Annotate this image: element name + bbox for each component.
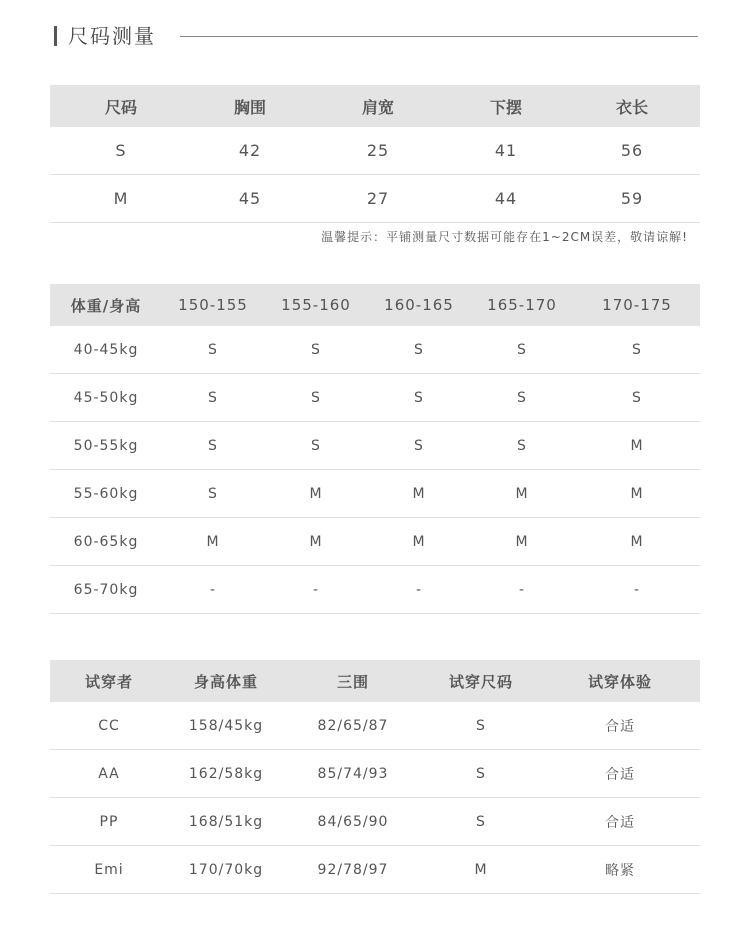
table-cell: 41 [448,127,564,175]
table-cell: S [162,326,264,374]
table-row [50,127,700,175]
table-header-row [50,660,700,702]
table-cell: S [264,374,368,422]
table-header-row [50,85,700,127]
table-cell: M [574,518,700,566]
table-row [50,326,700,374]
section-header [54,22,698,50]
table-cell: M [368,518,470,566]
table-header-row [50,284,700,326]
table-row [50,518,700,566]
header-height-range: 165-170 [470,284,574,326]
table-cell: S [264,326,368,374]
table-cell: M [162,518,264,566]
table-cell: CC [50,702,168,750]
fit-chart-table [50,284,700,614]
table-row [50,470,700,518]
header-measurements: 三围 [284,660,422,702]
table-cell: PP [50,798,168,846]
table-cell: S [162,470,264,518]
table-cell: - [162,566,264,614]
header-divider [180,36,698,37]
size-measurement-table [50,85,700,223]
table-row [50,846,700,894]
table-cell: - [368,566,470,614]
table-row [50,566,700,614]
table-cell: S [162,374,264,422]
header-height-range: 155-160 [264,284,368,326]
header-weight-height: 体重/身高 [50,284,162,326]
table-cell: 59 [564,175,700,223]
header-shoulder: 肩宽 [308,85,448,127]
table-cell: 45 [192,175,308,223]
table-cell: S [368,326,470,374]
table-cell: M [422,846,540,894]
section-title: 尺码测量 [68,24,156,48]
table-cell: 45-50kg [50,374,162,422]
table-row [50,422,700,470]
table-cell: 82/65/87 [284,702,422,750]
table-cell: 168/51kg [168,798,284,846]
header-tester: 试穿者 [50,660,168,702]
header-height-range: 170-175 [574,284,700,326]
table-cell: 162/58kg [168,750,284,798]
tryon-table [50,660,700,894]
table-cell: 42 [192,127,308,175]
table-cell: M [470,518,574,566]
table-cell: S [422,798,540,846]
measurement-note: 温馨提示：平铺测量尺寸数据可能存在1~2CM误差，敬请谅解! [321,230,688,244]
table-cell: S [162,422,264,470]
table-cell: 170/70kg [168,846,284,894]
table-cell: Emi [50,846,168,894]
table-cell: S [422,702,540,750]
header-length: 衣长 [564,85,700,127]
table-cell: 略紧 [540,846,700,894]
table-cell: - [470,566,574,614]
table-row [50,374,700,422]
table-cell: 40-45kg [50,326,162,374]
table-cell: 65-70kg [50,566,162,614]
header-height-range: 160-165 [368,284,470,326]
table-cell: M [264,518,368,566]
table-cell: S [422,750,540,798]
header-chest: 胸围 [192,85,308,127]
table-cell: - [574,566,700,614]
table-cell: 85/74/93 [284,750,422,798]
table-cell: S [470,422,574,470]
table-cell: M [264,470,368,518]
table-cell: S [470,374,574,422]
table-cell: 25 [308,127,448,175]
table-cell: 合适 [540,798,700,846]
table-cell: 55-60kg [50,470,162,518]
header-height-weight: 身高体重 [168,660,284,702]
header-height-range: 150-155 [162,284,264,326]
table-cell: S [368,422,470,470]
table-cell: 合适 [540,702,700,750]
table-cell: S [470,326,574,374]
table-cell: 合适 [540,750,700,798]
table-cell: S [574,374,700,422]
table-cell: M [368,470,470,518]
table-cell: S [50,127,192,175]
table-cell: M [470,470,574,518]
table-cell: 158/45kg [168,702,284,750]
table-cell: M [574,422,700,470]
table-cell: AA [50,750,168,798]
table-cell: S [368,374,470,422]
table-cell: 44 [448,175,564,223]
header-tryon-size: 试穿尺码 [422,660,540,702]
table-cell: 60-65kg [50,518,162,566]
table-row [50,702,700,750]
table-cell: 27 [308,175,448,223]
table-cell: 56 [564,127,700,175]
header-tryon-experience: 试穿体验 [540,660,700,702]
table-row [50,175,700,223]
table-cell: 50-55kg [50,422,162,470]
header-accent-bar [54,26,57,46]
table-cell: - [264,566,368,614]
table-row [50,750,700,798]
table-cell: M [50,175,192,223]
table-cell: S [574,326,700,374]
table-cell: 92/78/97 [284,846,422,894]
table-row [50,798,700,846]
table-cell: M [574,470,700,518]
header-hem: 下摆 [448,85,564,127]
table-cell: 84/65/90 [284,798,422,846]
table-cell: S [264,422,368,470]
header-size: 尺码 [50,85,192,127]
